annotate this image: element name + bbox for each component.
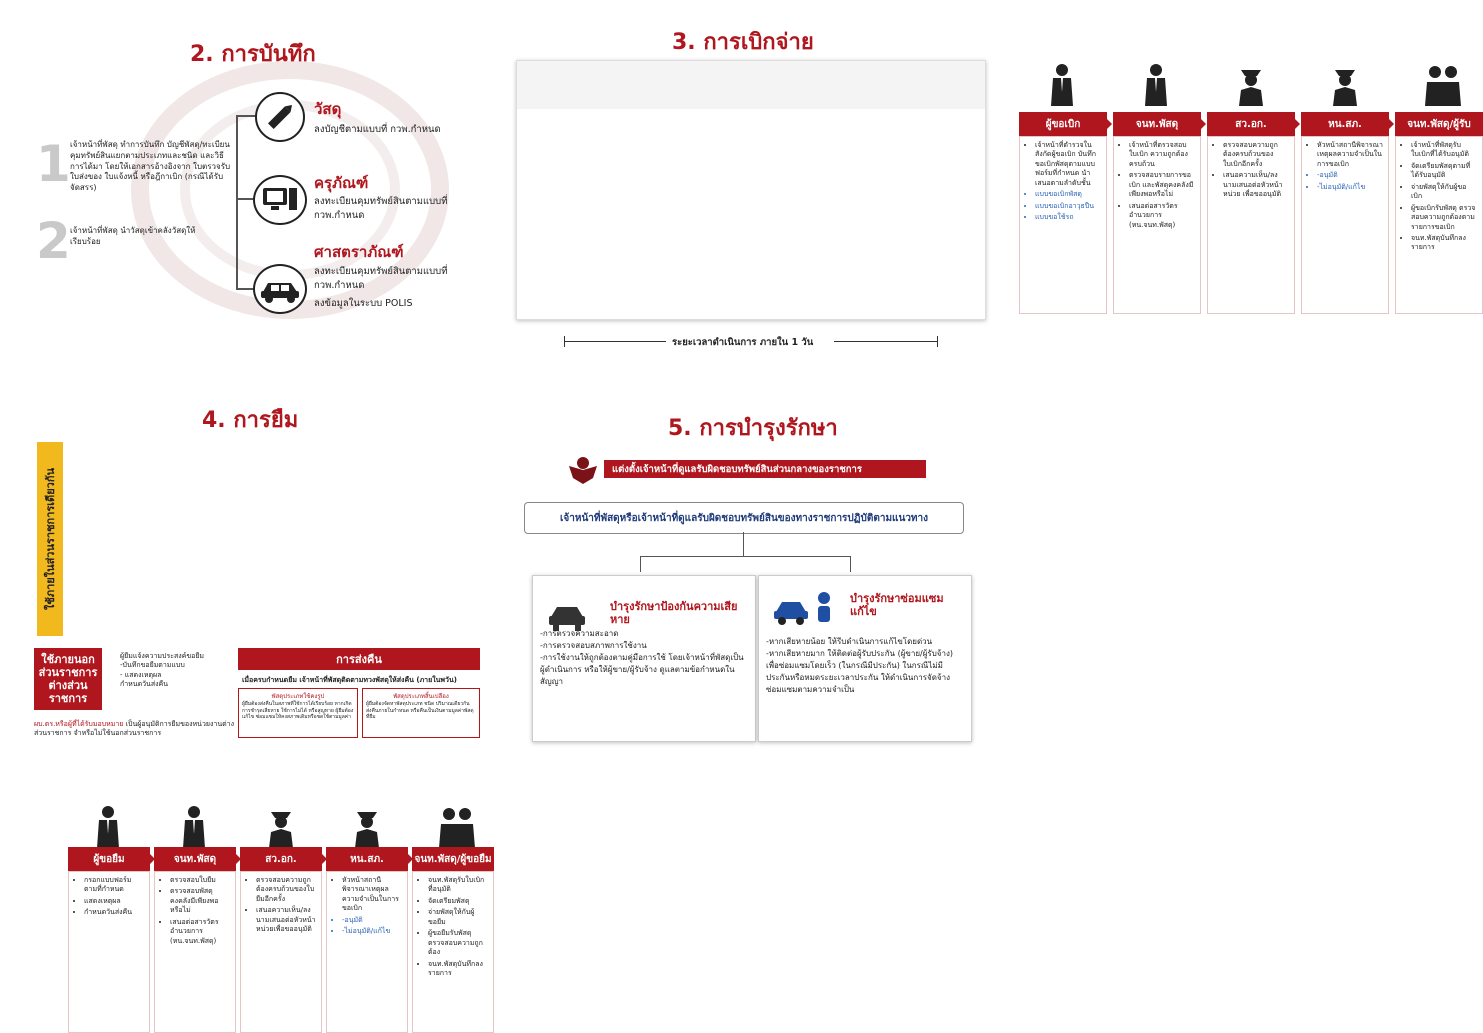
step-text-2: เจ้าหน้าที่พัสดุ นำวัสดุเข้าคลังวัสดุให้เรียบร้อย	[70, 226, 196, 246]
item-desc-weapons: ลงทะเบียนคุมทรัพย์สินตามแบบที่ กวพ.กำหนด	[314, 266, 448, 292]
flow-arrow-icon	[1201, 119, 1206, 129]
column-link[interactable]: • แบบขอเบิกอาวุธปืน	[1035, 202, 1101, 211]
column-header: จนท.พัสดุ	[1113, 112, 1201, 136]
side-label: ใช้ภายในส่วนราชการเดียวกัน	[44, 467, 58, 611]
column-item: • เสนอความเห็น/ลงนามเสนอต่อหัวหน้าหน่วยเพื่อขออนุมัติ	[256, 906, 316, 934]
outside-item: - แสดงเหตุผล	[120, 670, 162, 679]
column-header: จนท.พัสดุ/ผู้ขอยืม	[412, 847, 494, 871]
column-link[interactable]: • -ไม่อนุมัติ/แก้ไข	[342, 927, 402, 936]
column-item: • เจ้าหน้าที่ตำรวจในสังกัดผู้ขอเบิก บันทึกขอเบิกพัสดุตามแบบฟอร์มที่กำหนด นำเสนอตามลำดับชั้น	[1035, 141, 1101, 188]
section-record	[0, 0, 500, 330]
return-left-title: พัสดุประเภทใช้คงรูป	[271, 693, 325, 700]
column-item: • เจ้าหน้าที่ตรวจสอบใบเบิก ความถูกต้องครบถ้วน	[1129, 141, 1195, 169]
pencil-icon	[255, 92, 305, 142]
return-header	[238, 648, 480, 670]
flow-arrow-icon	[1107, 119, 1112, 129]
item-title-supplies: วัสดุ	[314, 100, 342, 118]
column-item: • หัวหน้าสถานีพิจารณาเหตุผลความจำเป็นในการขอเบิก	[342, 876, 402, 914]
return-right-title: พัสดุประเภทสิ้นเปลือง	[393, 693, 449, 700]
section-title: 2. การบันทึก	[190, 42, 316, 67]
column-item: • แสดงเหตุผล	[84, 897, 144, 906]
column-body	[68, 871, 150, 1033]
section-title: 5. การบำรุงรักษา	[668, 416, 838, 441]
item-desc-equipment: ลงทะเบียนคุมทรัพย์สินตามแบบที่ กวพ.กำหนด	[314, 196, 448, 222]
car-icon	[253, 264, 307, 314]
police-officer-icon	[1329, 62, 1361, 110]
appoint-banner	[604, 460, 926, 478]
item-title-weapons: ศาสตราภัณฑ์	[314, 243, 404, 261]
column-item: • ผู้ขอเบิกรับพัสดุ ตรวจสอบความถูกต้องตามรายการขอเบิก	[1411, 204, 1477, 232]
column-item: • จนท.พัสดุบันทึกลงรายการ	[428, 960, 488, 979]
column-body	[412, 871, 494, 1033]
disburse-panel	[516, 60, 986, 320]
column-item: • กำหนดวันส่งคืน	[84, 908, 144, 917]
step-number-2: 2	[36, 212, 71, 270]
column-link[interactable]: • แบบขอใช้รถ	[1035, 213, 1101, 222]
timeline-line-right	[834, 341, 937, 342]
section-title: 4. การยืม	[202, 408, 299, 433]
repair-line: -หากเสียหายมาก ให้ติดต่อผู้รับประกัน (ผู้ขาย/ผู้รับจ้าง) เพื่อซ่อมแซมโดยเร็ว (ในกรณีมีประกัน) ในกรณีไม่มีประกันหรือหมดระยะเวลาประกัน ให้ดำเนินการจัดจ้างซ่อมแซมตามความจำเป็น	[766, 649, 953, 694]
column-body	[154, 871, 236, 1033]
guideline-text: เจ้าหน้าที่พัสดุหรือเจ้าหน้าที่ดูแลรับผิดชอบทรัพย์สินของทางราชการปฏิบัติตามแนวทาง	[559, 512, 929, 524]
prevent-lines	[540, 628, 748, 688]
column-link[interactable]: • -ไม่อนุมัติ/แก้ไข	[1317, 183, 1383, 192]
return-right-box	[362, 688, 480, 738]
column-header: สว.อก.	[1207, 112, 1295, 136]
column-header: ผู้ขอยืม	[68, 847, 150, 871]
item-title-equipment: ครุภัณฑ์	[314, 174, 369, 192]
repair-lines	[766, 636, 966, 696]
outside-note-text: เป็นผู้อนุมัติการยืมของหน่วยงานต่างส่วนราชการ จำหรือไม่ใช้นอกส่วนราชการ	[34, 720, 235, 738]
column-header: หน.สภ.	[1301, 112, 1389, 136]
column-item: • เสนอความเห็น/ลงนามเสนอต่อหัวหน้าหน่วย เพื่อขออนุมัติ	[1223, 171, 1289, 199]
column-header: จนท.พัสดุ	[154, 847, 236, 871]
section-borrow	[0, 380, 500, 977]
outside-label-box	[34, 648, 102, 710]
flow-arrow-icon	[1389, 119, 1394, 129]
repair-icon	[770, 586, 840, 630]
column-item: • ตรวจสอบความถูกต้องครบถ้วนของใบยืมอีกครั้ง	[256, 876, 316, 904]
item-desc-weapons-2: ลงข้อมูลในระบบ POLIS	[314, 298, 413, 309]
column-item: • จ่ายพัสดุให้กับผู้ขอเบิก	[1411, 183, 1477, 202]
side-label-box	[37, 442, 63, 636]
column-body	[1395, 136, 1483, 314]
outside-label: ใช้ภายนอกส่วนราชการต่างส่วนราชการ	[38, 652, 98, 706]
return-left-box	[238, 688, 358, 738]
column-body	[1019, 136, 1107, 314]
person-icon	[179, 804, 209, 852]
return-title: การส่งคืน	[336, 653, 382, 666]
column-body	[240, 871, 322, 1033]
outside-item: กำหนดวันส่งคืน	[120, 680, 168, 689]
column-link[interactable]: • แบบขอเบิกพัสดุ	[1035, 190, 1101, 199]
section-title: 3. การเบิกจ่าย	[672, 30, 814, 55]
repair-title: บำรุงรักษาซ่อมแซมแก้ไข	[850, 592, 944, 619]
appoint-banner-text: แต่งตั้งเจ้าหน้าที่ดูแลรับผิดชอบทรัพย์สินส่วนกลางของราชการ	[612, 463, 862, 475]
garuda-emblem-icon	[566, 452, 600, 486]
police-officer-icon	[265, 804, 297, 852]
column-item: • กรอกแบบฟอร์มตามที่กำหนด	[84, 876, 144, 895]
column-link[interactable]: • -อนุมัติ	[342, 916, 402, 925]
bracket-line	[236, 115, 238, 290]
column-item: • เสนอต่อสารวัตรอำนวยการ (หน.จนท.พัสดุ)	[1129, 202, 1195, 230]
column-link[interactable]: • -อนุมัติ	[1317, 171, 1383, 180]
column-header: สว.อก.	[240, 847, 322, 871]
column-item: • ผู้ขอยืมรับพัสดุ ตรวจสอบความถูกต้อง	[428, 929, 488, 957]
column-body	[326, 871, 408, 1033]
prevent-line: -การตรวจความสะอาด	[540, 629, 619, 638]
person-icon	[93, 804, 123, 852]
column-item: • เจ้าหน้าที่พัสดุรับใบเบิกที่ได้รับอนุมัติ	[1411, 141, 1477, 160]
column-header: จนท.พัสดุ/ผู้รับ	[1395, 112, 1483, 136]
column-item: • จัดเตรียมพัสดุตามที่ได้รับอนุมัติ	[1411, 162, 1477, 181]
outside-item: -บันทึกขอยืมตามแบบ	[120, 661, 185, 670]
outside-note	[34, 720, 234, 739]
timeline-label: ระยะเวลาดำเนินการ ภายใน 1 วัน	[672, 337, 814, 348]
return-right-text: ผู้ยืมต้องจัดหาพัสดุประเภท ชนิด ปริมาณเดียวกัน ส่งคืนภายในกำหนด หรือคืนเป็นเงินตามมูลค่าพัสดุที่ยืม	[366, 701, 474, 720]
staff-pair-icon	[1423, 62, 1463, 110]
return-sub: เมื่อครบกำหนดยืม เจ้าหน้าที่พัสดุติดตามทวงพัสดุให้ส่งคืน (ภายในพวัน)	[242, 676, 457, 684]
column-item: • ตรวจสอบใบยืม	[170, 876, 230, 885]
column-body	[1301, 136, 1389, 314]
column-header: ผู้ขอเบิก	[1019, 112, 1107, 136]
section-disburse	[500, 0, 1476, 370]
guideline-box	[524, 502, 964, 534]
outside-items	[120, 652, 230, 690]
return-left-text: ผู้ยืมต้องส่งคืนในสภาพที่ใช้การได้เรียบร้อย หากเกิดการชำรุดเสียหาย ใช้การไม่ได้ หรือสูญหาย ผู้ยืมต้องแก้ไข ซ่อมแซมให้คงสภาพเดิมหรือชดใช้ตามมูลค่า	[242, 701, 354, 720]
column-body	[1113, 136, 1201, 314]
person-icon	[1047, 62, 1077, 110]
column-item: • เสนอต่อสารวัตรอำนวยการ (หน.จนท.พัสดุ)	[170, 918, 230, 946]
column-item: • จ่ายพัสดุให้กับผู้ขอยืม	[428, 908, 488, 927]
police-officer-icon	[351, 804, 383, 852]
column-item: • หัวหน้าสถานีพิจารณาเหตุผลความจำเป็นในการขอเบิก	[1317, 141, 1383, 169]
outside-note-authority: ผบ.ตร.หรือผู้ที่ได้รับมอบหมาย	[34, 720, 124, 728]
staff-pair-icon	[437, 804, 477, 852]
prevent-title: บำรุงรักษาป้องกันความเสียหาย	[610, 600, 738, 627]
column-item: • จนท.พัสดุบันทึกลงรายการ	[1411, 234, 1477, 253]
police-officer-icon	[1235, 62, 1267, 110]
repair-line: -หากเสียหายน้อย ให้รีบดำเนินการแก้ไขโดยด่วน	[766, 637, 933, 646]
column-item: • ตรวจสอบพัสดุคงคลังมีเพียงพอหรือไม่	[170, 887, 230, 915]
timeline-line-left	[564, 341, 666, 342]
item-desc-supplies: ลงบัญชีตามแบบที่ กวพ.กำหนด	[314, 124, 441, 135]
section-maintain	[500, 380, 999, 758]
step-number-1: 1	[36, 135, 71, 193]
flow-arrow-icon	[1295, 119, 1300, 129]
column-item: • ตรวจสอบความถูกต้องครบถ้วนของใบเบิกอีกครั้ง	[1223, 141, 1289, 169]
prevent-line: -การใช้งานให้ถูกต้องตามคู่มือการใช้ โดยเจ้าหน้าที่พัสดุเป็นผู้ดำเนินการ หรือให้ผู้ขาย/ผู้รับจ้าง ดูแลตามข้อกำหนดในสัญญา	[540, 653, 744, 686]
computer-icon	[253, 175, 307, 225]
step-text-1: เจ้าหน้าที่พัสดุ ทำการบันทึก บัญชีพัสดุ/ทะเบียนคุมทรัพย์สินแยกตามประเภทและชนิด และวิธีการได้มา โดยให้เอกสารอ้างอิงจาก ใบตรวจรับ ใบส่งของ ใบแจ้งหนี้ หรือฎีกาเบิก (กรณีได้รับจัดสรร)	[70, 140, 231, 193]
column-item: • จนท.พัสดุรับใบเบิกที่อนุมัติ	[428, 876, 488, 895]
column-body	[1207, 136, 1295, 314]
outside-item: ผู้ยืมแจ้งความประสงค์ขอยืม	[120, 652, 205, 660]
column-item: • ตรวจสอบรายการขอเบิก และพัสดุคงคลังมีเพียงพอหรือไม่	[1129, 171, 1195, 199]
column-header: หน.สภ.	[326, 847, 408, 871]
prevent-line: -การตรวจสอบสภาพการใช้งาน	[540, 641, 647, 650]
person-icon	[1141, 62, 1171, 110]
column-item: • จัดเตรียมพัสดุ	[428, 897, 488, 906]
